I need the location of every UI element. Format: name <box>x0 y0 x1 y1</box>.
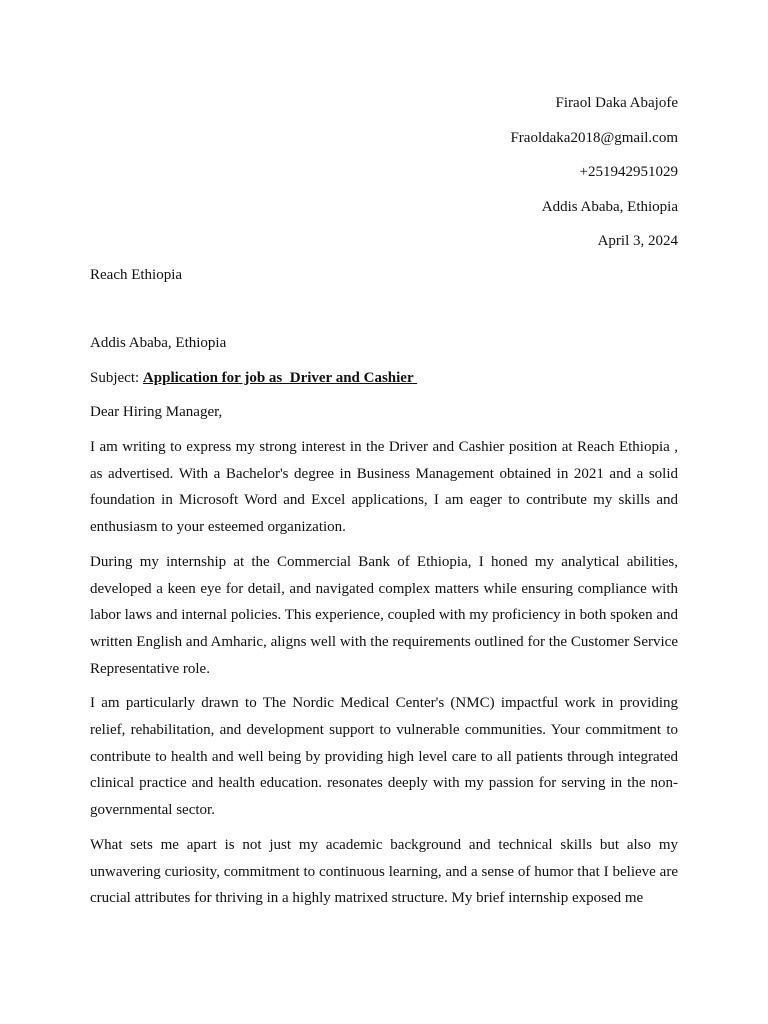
recipient-organization: Reach Ethiopia <box>90 267 183 283</box>
body-paragraph-1: I am writing to express my strong interest in the Driver and Cashier position at Reach Ethiopia , as advertised. With a Bachelor's degree in Business Management obtained in 2021 and a solid foundation in Microsoft Word and Excel applications, I am eager to contribute my skills and enthusiasm to your esteemed organization. <box>90 439 678 536</box>
sender-phone: +251942951029 <box>579 164 678 180</box>
sender-email: Fraoldaka2018@gmail.com <box>510 129 678 146</box>
recipient-city: Addis Ababa, Ethiopia <box>90 335 227 351</box>
letter-date: April 3, 2024 <box>597 233 678 249</box>
subject-label: Subject: <box>90 370 140 386</box>
body-paragraph-3: I am particularly drawn to The Nordic Medical Center's (NMC) impactful work in providing relief, rehabilitation, and development support to vulnerable communities. Your commitment to contribute to health and well being by providing high level care to all patients through integrated clinical practice and health education. resonates deeply with my passion for serving in the non-governmental sector. <box>90 695 678 819</box>
subject-title: Application for job as Driver and Cashier <box>142 370 418 386</box>
sender-name: Firaol Daka Abajofe <box>555 95 678 111</box>
sender-block <box>510 93 678 266</box>
letter-body <box>90 434 678 920</box>
subject-line <box>90 368 417 388</box>
body-paragraph-2: During my internship at the Commercial Bank of Ethiopia, I honed my analytical abilities, developed a keen eye for detail, and navigated complex matters while ensuring compliance with labor laws and internal policies. This experience, coupled with my proficiency in both spoken and written English and Amharic, aligns well with the requirements outlined for the Customer Service Representative role. <box>90 553 678 677</box>
body-paragraph-4: What sets me apart is not just my academic background and technical skills but also my unwavering curiosity, commitment to continuous learning, and a sense of humor that I believe are crucial attributes for thriving in a highly matrixed structure. My brief internship exposed me <box>90 836 678 907</box>
salutation: Dear Hiring Manager, <box>90 404 223 420</box>
sender-address: Addis Ababa, Ethiopia <box>541 198 678 215</box>
